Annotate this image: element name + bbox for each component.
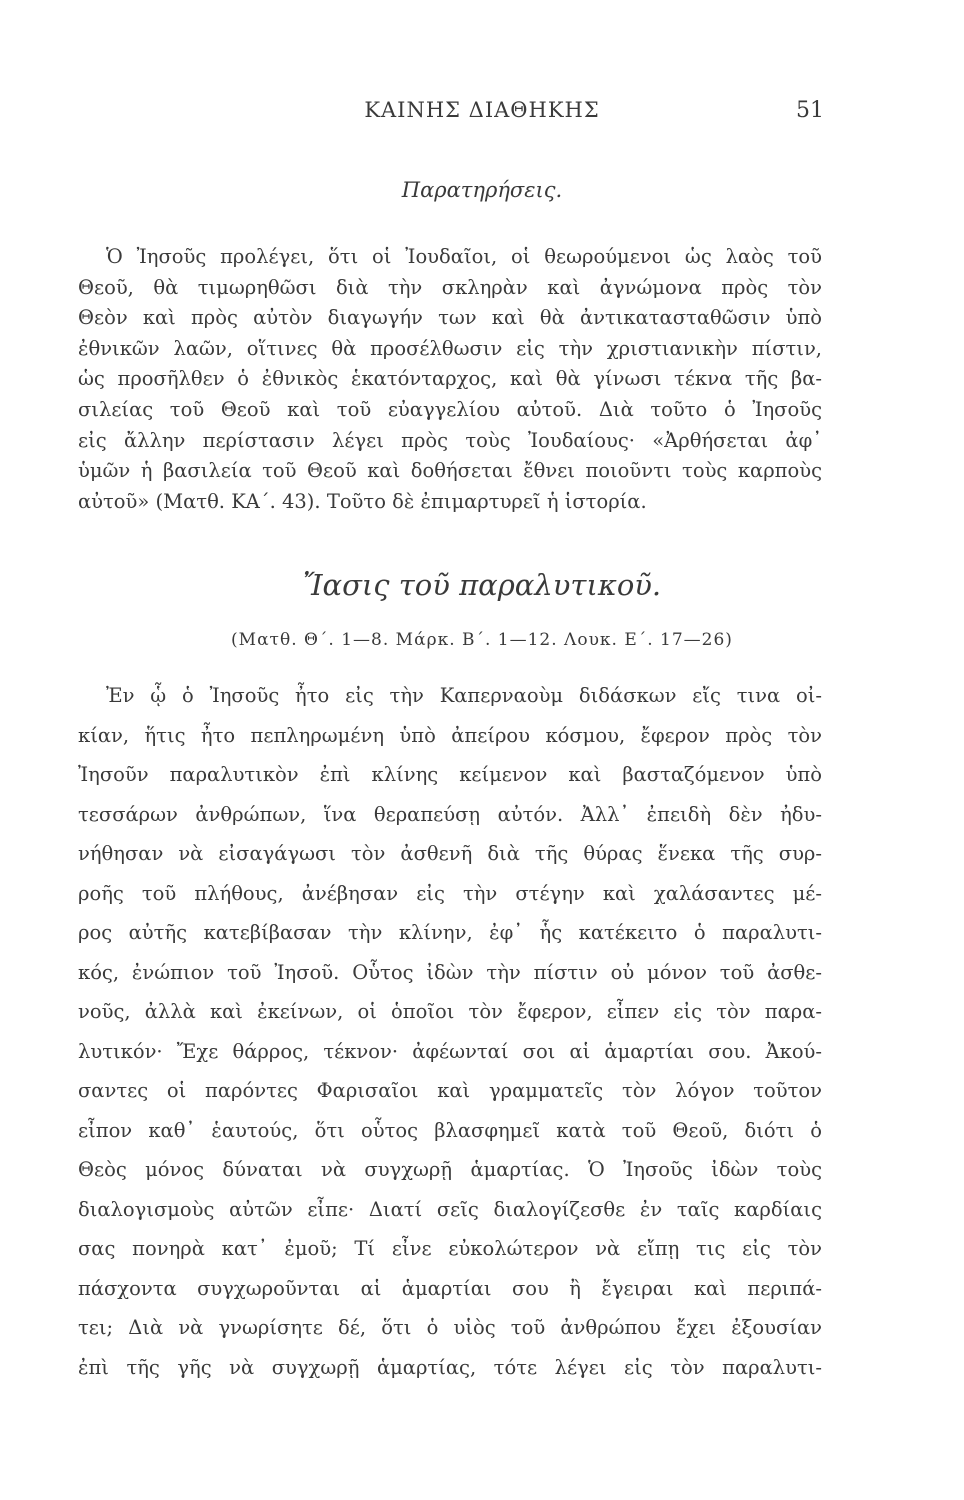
text-line: σιλείας τοῦ Θεοῦ καὶ τοῦ εὐαγγελίου αὐτοῦ. Διὰ τοῦτο ὁ Ἰησοῦς <box>78 397 822 421</box>
text-line: Ἐν ᾧ ὁ Ἰησοῦς ἦτο εἰς τὴν Καπερναοὺμ διδάσκων εἴς τινα οἰ- <box>106 684 822 707</box>
text-line: ἐθνικῶν λαῶν, οἵτινες θὰ προσέλθωσιν εἰς τὴν χριστιανικὴν πίστιν, <box>78 336 822 360</box>
text-line: πάσχοντα συγχωροῦνται αἱ ἁμαρτίαι σου ἢ ἔγειραι καὶ περιπά- <box>78 1276 822 1300</box>
text-line: νήθησαν νὰ εἰσαγάγωσι τὸν ἀσθενῆ διὰ τῆς θύρας ἕνεκα τῆς συρ- <box>78 842 822 865</box>
text-line: ἐπὶ τῆς γῆς νὰ συγχωρῇ ἁμαρτίας, τότε λέγει εἰς τὸν παραλυτι- <box>78 1355 822 1379</box>
text-line: σαντες οἱ παρόντες Φαρισαῖοι καὶ γραμματεῖς τὸν λόγον τοῦτον <box>78 1079 822 1102</box>
paragraph-observations <box>78 242 822 517</box>
running-title: ΚΑΙΝΗΣ ΔΙΑΘΗΚΗΣ <box>364 98 600 122</box>
running-head <box>0 98 964 132</box>
text-line: ὡς προσῆλθεν ὁ ἐθνικὸς ἑκατόνταρχος, καὶ θὰ γίνωσι τέκνα τῆς βα- <box>78 367 822 391</box>
text-line: ὑμῶν ἡ βασιλεία τοῦ Θεοῦ καὶ δοθήσεται ἔθνει ποιοῦντι τοὺς καρποὺς <box>78 459 822 483</box>
section-heading: Παρατηρήσεις. <box>401 178 563 202</box>
text-line: εἰς ἄλλην περίστασιν λέγει πρὸς τοὺς Ἰουδαίους· «Ἀρθήσεται ἀφ᾽ <box>78 428 822 452</box>
text-line: ροῆς τοῦ πλήθους, ἀνέβησαν εἰς τὴν στέγην καὶ χαλάσαντες μέ- <box>78 881 822 905</box>
text-line: λυτικόν· Ἔχε θάρρος, τέκνον· ἀφέωνταί σοι αἱ ἁμαρτίαι σου. Ἀκού- <box>78 1039 822 1063</box>
page-number: 51 <box>796 98 824 123</box>
text-line: ρος αὐτῆς κατεβίβασαν τὴν κλίνην, ἐφ᾽ ἧς κατέκειτο ὁ παραλυτι- <box>78 921 822 944</box>
text-line: Ἰησοῦν παραλυτικὸν ἐπὶ κλίνης κείμενον καὶ βασταζόμενον ὑπὸ <box>78 763 822 786</box>
text-line: τεσσάρων ἀνθρώπων, ἵνα θεραπεύσῃ αὐτόν. Ἀλλ᾽ ἐπειδὴ δὲν ἠδυ- <box>78 802 822 826</box>
subheading: Ἴασις τοῦ παραλυτικοῦ. <box>302 568 662 602</box>
text-line: τει; Διὰ νὰ γνωρίσητε δέ, ὅτι ὁ υἱὸς τοῦ ἀνθρώπου ἔχει ἐξουσίαν <box>78 1316 822 1339</box>
text-line: κίαν, ἥτις ἦτο πεπληρωμένη ὑπὸ ἀπείρου κόσμου, ἔφερον πρὸς τὸν <box>78 723 822 747</box>
text-line: νοῦς, ἀλλὰ καὶ ἐκείνων, οἱ ὁποῖοι τὸν ἔφερον, εἶπεν εἰς τὸν παρα- <box>78 1000 822 1023</box>
paragraph-healing <box>78 676 822 1387</box>
text-line: Ὁ Ἰησοῦς προλέγει, ὅτι οἱ Ἰουδαῖοι, οἱ θεωρούμενοι ὡς λαὸς τοῦ <box>106 245 822 268</box>
text-line: Θεὸν καὶ πρὸς αὐτὸν διαγωγήν των καὶ θὰ ἀντικατασταθῶσιν ὑπὸ <box>78 306 822 330</box>
text-line: σας πονηρὰ κατ᾽ ἐμοῦ; Τί εἶνε εὐκολώτερον νὰ εἴπῃ τις εἰς τὸν <box>78 1237 822 1260</box>
text-line: κός, ἐνώπιον τοῦ Ἰησοῦ. Οὗτος ἰδὼν τὴν πίστιν οὐ μόνον τοῦ ἀσθε- <box>78 960 822 984</box>
text-line: Θεοῦ, θὰ τιμωρηθῶσι διὰ τὴν σκληρὰν καὶ ἀγνώμονα πρὸς τὸν <box>78 275 822 299</box>
text-line: αὐτοῦ» (Ματθ. ΚΑ΄. 43). Τοῦτο δὲ ἐπιμαρτυρεῖ ἡ ἱστορία. <box>78 489 647 513</box>
text-line: διαλογισμοὺς αὐτῶν εἶπε· Διατί σεῖς διαλογίζεσθε ἐν ταῖς καρδίαις <box>78 1197 822 1221</box>
text-line: Θεὸς μόνος δύναται νὰ συγχωρῇ ἁμαρτίας. Ὁ Ἰησοῦς ἰδὼν τοὺς <box>78 1158 822 1181</box>
scripture-references: (Ματθ. Θ΄. 1—8. Μάρκ. Β΄. 1—12. Λουκ. Ε΄. 17—26) <box>231 630 733 650</box>
text-line: εἶπον καθ᾽ ἑαυτούς, ὅτι οὗτος βλασφημεῖ κατὰ τοῦ Θεοῦ, διότι ὁ <box>78 1118 822 1142</box>
